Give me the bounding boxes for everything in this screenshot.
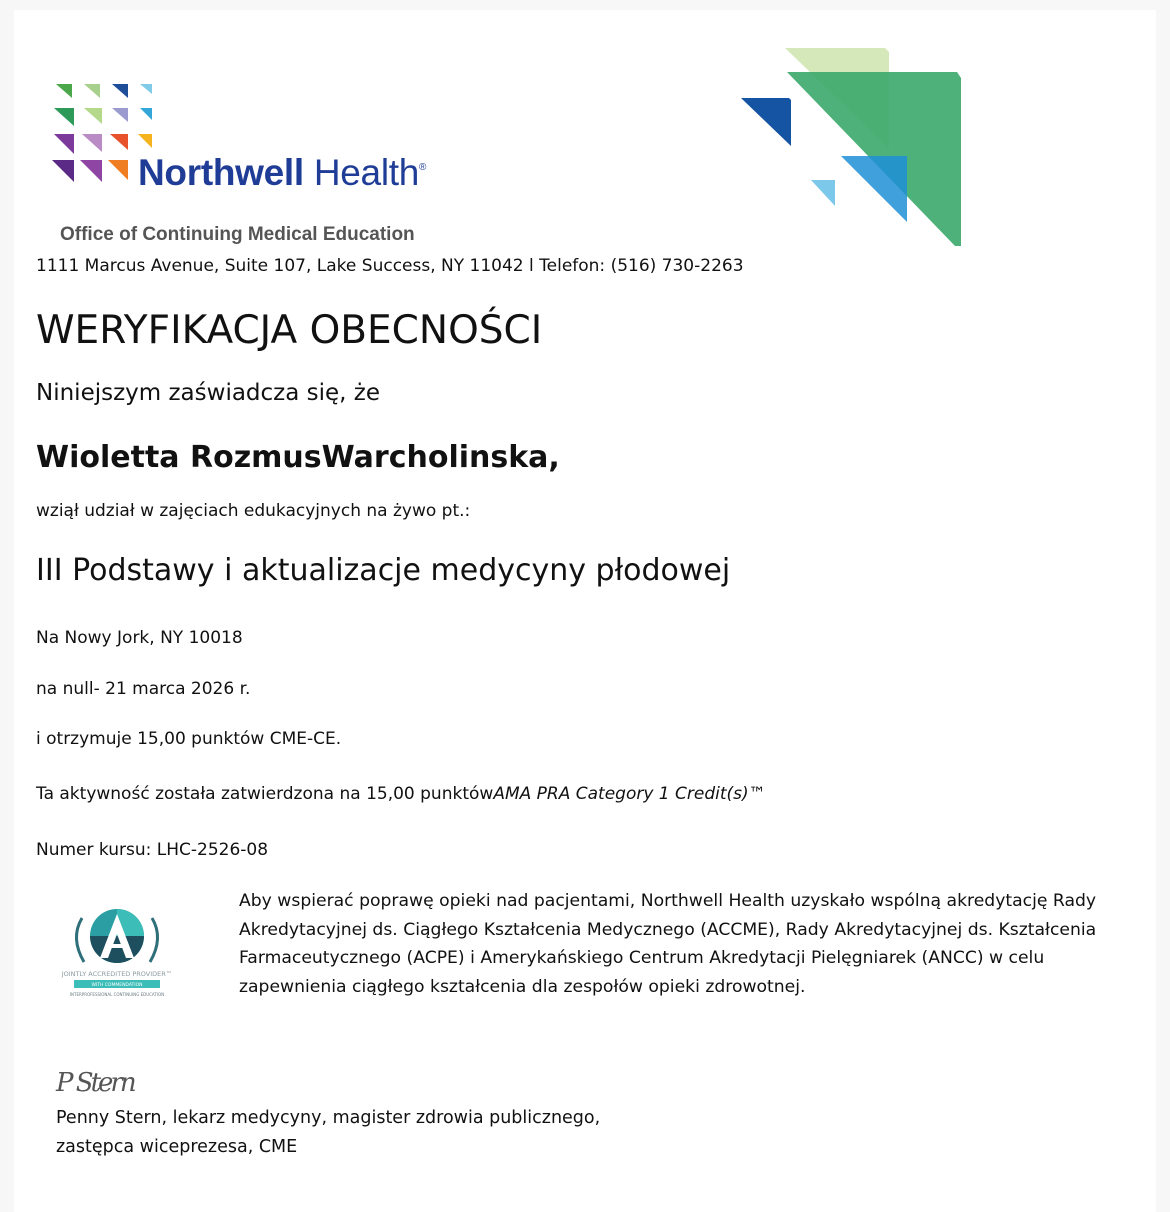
accreditation-statement: Aby wspierać poprawę opieki nad pacjentami, Northwell Health uzyskało wspólną akredytację Rady Akredytacyjnej ds. Ciągłego Kształcenia Medycznego (ACCME), Rady Akredytacyjnej ds. Kształcenia Farmaceutycznego (ACPE) i Amerykańskiego Centrum Akredytacji Pielęgniarek (ANCC) w celu zapewnienia ciągłego kształcenia dla zespołów opieki zdrowotnej.: [239, 891, 1097, 997]
brand-bold: Northwell: [138, 152, 304, 193]
page-title: WERYFIKACJA OBECNOŚCI: [36, 308, 543, 353]
signer-line-2: zastępca wiceprezesa, CME: [56, 1137, 298, 1157]
course-number: Numer kursu: LHC-2526-08: [36, 840, 269, 860]
registered-mark: ®: [419, 162, 427, 173]
brand-light: Health: [313, 152, 420, 193]
course-title: III Podstawy i aktualizacje medycyny płodowej: [36, 553, 731, 588]
signer-line-1: Penny Stern, lekarz medycyny, magister zdrowia publicznego,: [56, 1108, 601, 1128]
trademark: ™: [748, 784, 766, 804]
credits-received-text: i otrzymuje 15,00 punktów CME-CE.: [36, 729, 342, 749]
office-name: Office of Continuing Medical Education: [60, 224, 415, 245]
attended-text: wziął udział w zajęciach edukacyjnych na żywo pt.:: [36, 501, 471, 521]
office-address: 1111 Marcus Avenue, Suite 107, Lake Success, NY 11042 l Telefon: (516) 730-2263: [36, 256, 744, 276]
svg-text:INTERPROFESSIONAL CONTINUING E: INTERPROFESSIONAL CONTINUING EDUCATION: [69, 992, 165, 997]
participant-name: Wioletta RozmusWarcholinska,: [36, 440, 560, 475]
approval-text: [36, 784, 766, 804]
signature-image: P Stern: [56, 1068, 134, 1098]
jointly-accredited-provider-seal-icon: [52, 900, 182, 1010]
intro-text: Niniejszym zaświadcza się, że: [36, 380, 381, 406]
approval-prefix: Ta aktywność została zatwierdzona na 15,00 punktów: [36, 784, 494, 804]
svg-text:JOINTLY ACCREDITED PROVIDER™: JOINTLY ACCREDITED PROVIDER™: [61, 970, 173, 978]
svg-text:WITH COMMENDATION: WITH COMMENDATION: [91, 983, 143, 988]
location-text: Na Nowy Jork, NY 10018: [36, 628, 243, 648]
signer-block: [56, 1104, 600, 1162]
approval-credit-type: AMA PRA Category 1 Credit(s): [493, 784, 749, 804]
date-text: na null- 21 marca 2026 r.: [36, 679, 251, 699]
overlapping-triangles-icon: [735, 40, 975, 260]
northwell-health-brand: [138, 152, 426, 194]
